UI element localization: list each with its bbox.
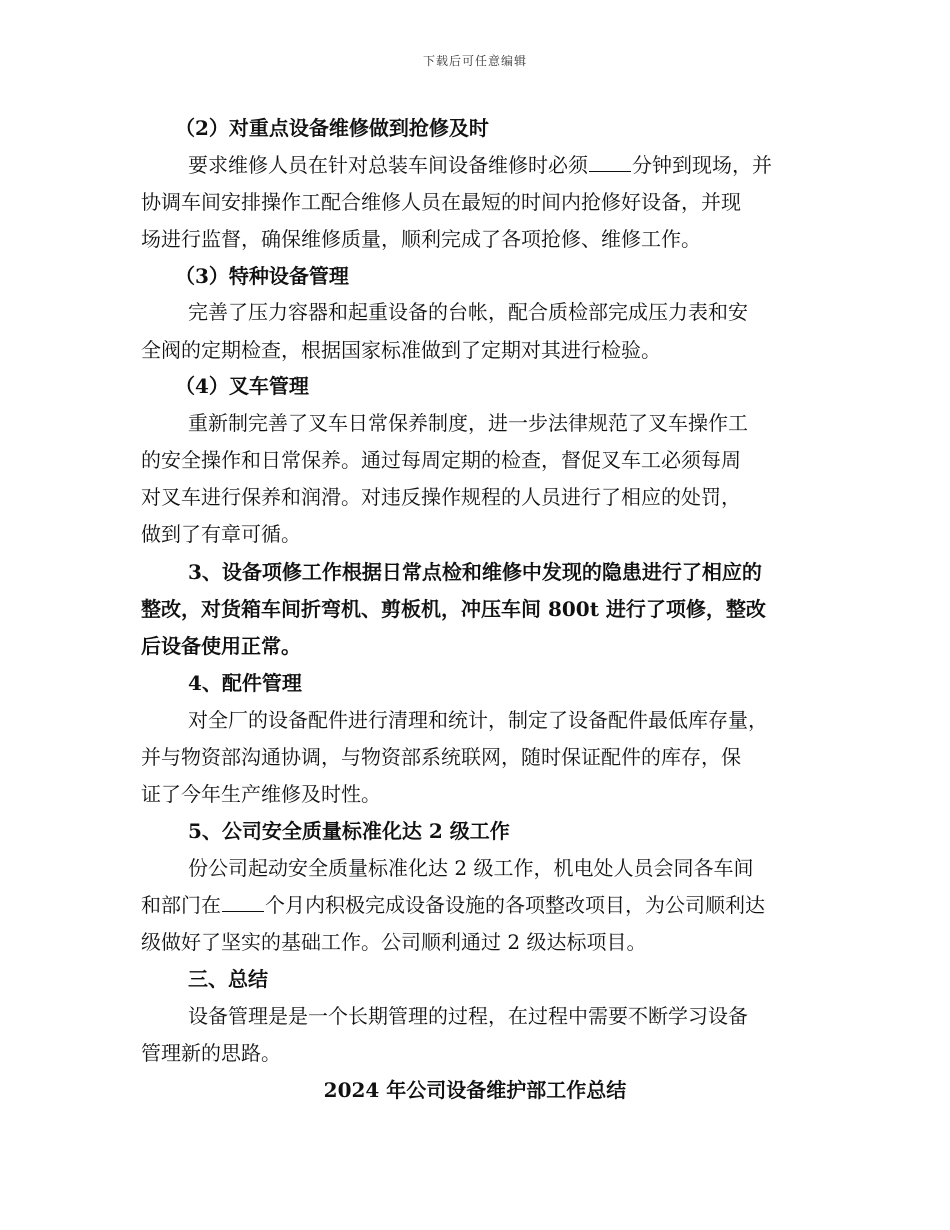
blank-line: [222, 895, 264, 912]
paragraph-line: 管理新的思路。: [141, 1041, 281, 1065]
summary-title: 三、总结: [188, 967, 268, 991]
next-document-title: 2024 年公司设备维护部工作总结: [323, 1078, 627, 1102]
item-5-title: 5、公司安全质量标准化达 2 级工作: [188, 819, 510, 843]
paragraph-line: 对全厂的设备配件进行清理和统计，制定了设备配件最低库存量，: [188, 708, 768, 732]
paragraph-line: 场进行监督，确保维修质量，顺利完成了各项抢修、维修工作。: [141, 227, 701, 251]
blank-line: [589, 155, 631, 172]
paragraph-line: 对叉车进行保养和润滑。对违反操作规程的人员进行了相应的处罚，: [141, 485, 741, 509]
item-4-title: 4、配件管理: [188, 671, 302, 695]
item-3-line: 后设备使用正常。: [141, 634, 301, 658]
text-span: 个月内积极完成设备设施的各项整改项目，为公司顺利达: [265, 893, 765, 917]
paragraph-line: [188, 153, 772, 177]
section-title-4: （4）叉车管理: [175, 374, 309, 398]
item-3-line: 3、设备项修工作根据日常点检和维修中发现的隐患进行了相应的: [188, 560, 762, 584]
text-span: 分钟到现场，并: [632, 153, 772, 177]
paragraph-line: 做到了有章可循。: [141, 522, 301, 546]
paragraph-line: 并与物资部沟通协调，与物资部系统联网，随时保证配件的库存，保: [141, 745, 741, 769]
paragraph-line: 设备管理是是一个长期管理的过程，在过程中需要不断学习设备: [188, 1004, 748, 1028]
paragraph-line: 的安全操作和日常保养。通过每周定期的检查，督促叉车工必须每周: [141, 448, 741, 472]
paragraph-line: 完善了压力容器和起重设备的台帐，配合质检部完成压力表和安: [188, 300, 748, 324]
paragraph-line: 协调车间安排操作工配合维修人员在最短的时间内抢修好设备，并现: [141, 190, 741, 214]
paragraph-line: 证了今年生产维修及时性。: [141, 782, 381, 806]
text-span: 和部门在: [141, 893, 221, 917]
item-3-line: 整改，对货箱车间折弯机、剪板机，冲压车间 800t 进行了项修，整改: [141, 597, 766, 621]
paragraph-line: 重新制完善了叉车日常保养制度，进一步法律规范了叉车操作工: [188, 411, 748, 435]
section-title-2: （2）对重点设备维修做到抢修及时: [175, 116, 489, 140]
paragraph-line: 份公司起动安全质量标准化达 2 级工作，机电处人员会同各车间: [188, 856, 754, 880]
paragraph-line: 全阀的定期检查，根据国家标准做到了定期对其进行检验。: [141, 338, 661, 362]
page-header: 下载后可任意编辑: [422, 54, 527, 68]
section-title-3: （3）特种设备管理: [175, 264, 349, 288]
paragraph-line: [141, 893, 765, 917]
paragraph-line: 级做好了坚实的基础工作。公司顺利通过 2 级达标项目。: [141, 930, 647, 954]
text-span: 要求维修人员在针对总装车间设备维修时必须: [188, 153, 588, 177]
